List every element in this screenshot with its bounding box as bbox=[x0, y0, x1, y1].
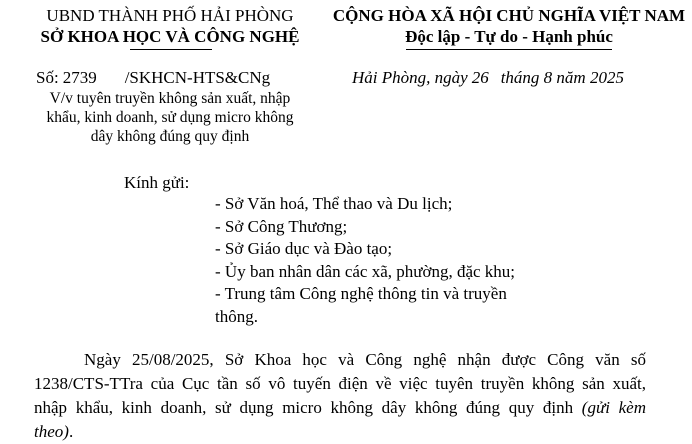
body-line bbox=[34, 396, 646, 420]
body-line-text: nhập khẩu, kinh doanh, sử dụng micro không dây không đúng quy định bbox=[34, 398, 574, 417]
document-number-value: 2739 bbox=[62, 68, 97, 87]
parent-organization: UBND THÀNH PHỐ HẢI PHÒNG bbox=[46, 6, 294, 25]
document-code: /SKHCN-HTS&CNg bbox=[124, 68, 271, 87]
issuing-organization: SỞ KHOA HỌC VÀ CÔNG NGHỆ bbox=[40, 27, 300, 46]
motto-underline bbox=[406, 49, 612, 50]
body-line bbox=[34, 420, 646, 444]
subject-line: khẩu, kinh doanh, sử dụng micro không bbox=[46, 109, 294, 126]
date-day: 26 bbox=[471, 68, 489, 87]
date-month-year: tháng 8 năm 2025 bbox=[500, 68, 624, 87]
recipient-item: - Sở Công Thương; bbox=[215, 216, 348, 236]
body-line: Ngày 25/08/2025, Sở Khoa học và Công nghệ nhận được Công văn số bbox=[84, 350, 646, 369]
body-line: 1238/CTS-TTra của Cục tần số vô tuyến điện về việc tuyên truyền không sản xuất, bbox=[34, 374, 646, 393]
national-title: CỘNG HÒA XÃ HỘI CHỦ NGHĨA VIỆT NAM bbox=[332, 6, 686, 25]
document-subject bbox=[20, 89, 320, 146]
sentence-end: . bbox=[68, 422, 74, 441]
document-number bbox=[36, 68, 270, 88]
document-number-label: Số: bbox=[36, 68, 59, 87]
recipient-item: - Sở Giáo dục và Đào tạo; bbox=[215, 239, 393, 258]
recipient-item: - Trung tâm Công nghệ thông tin và truyền bbox=[215, 284, 507, 303]
greeting: Kính gửi: bbox=[124, 173, 190, 192]
organization-underline bbox=[130, 49, 212, 50]
national-motto: Độc lập - Tự do - Hạnh phúc bbox=[405, 27, 613, 46]
date-place: Hải Phòng, ngày bbox=[352, 68, 468, 87]
recipient-list bbox=[215, 193, 515, 328]
body-paragraph bbox=[34, 348, 646, 444]
subject-line: V/v tuyên truyền không sản xuất, nhập bbox=[49, 90, 291, 107]
recipient-item: - Sở Văn hoá, Thể thao và Du lịch; bbox=[215, 194, 453, 213]
issue-date bbox=[352, 68, 624, 88]
recipient-item: thông. bbox=[215, 306, 258, 326]
attachment-note: (gửi kèm bbox=[581, 398, 646, 417]
recipient-item: - Ủy ban nhân dân các xã, phường, đặc khu; bbox=[215, 261, 516, 281]
attachment-note-end: theo) bbox=[34, 422, 69, 441]
subject-line: dây không đúng quy định bbox=[90, 128, 250, 145]
